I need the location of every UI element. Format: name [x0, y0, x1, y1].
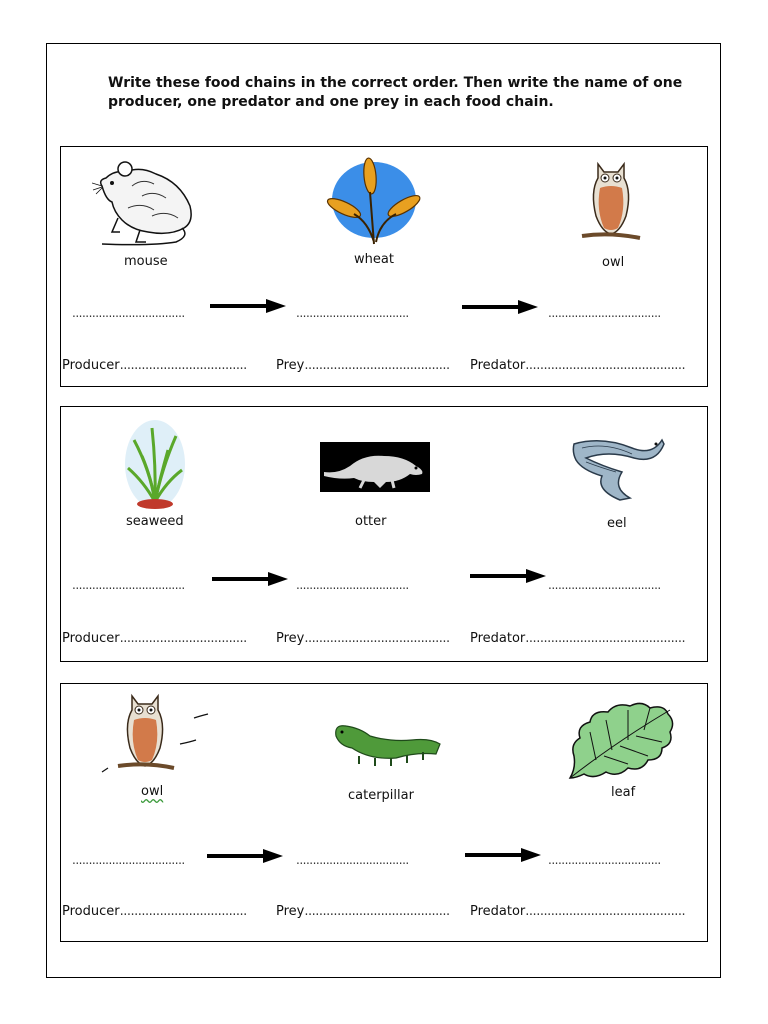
producer-field[interactable]: [62, 358, 247, 373]
arrow-right-icon: [212, 571, 288, 587]
eel-icon: [572, 430, 666, 502]
chain-blank-3[interactable]: ..................................: [548, 578, 661, 592]
answer-line: ............................................: [525, 904, 686, 919]
leaf-icon: [566, 698, 678, 784]
arrow-right-icon: [207, 848, 283, 864]
organism-label: leaf: [611, 785, 636, 800]
predator-field[interactable]: [470, 904, 685, 919]
chain-blank-3[interactable]: ..................................: [548, 853, 661, 867]
organism-label: seaweed: [126, 514, 184, 529]
chain-blank-2[interactable]: ..................................: [296, 853, 409, 867]
chain-blank-1[interactable]: ..................................: [72, 306, 185, 320]
answer-line: ........................................: [304, 358, 450, 373]
prey-label: Prey: [276, 631, 305, 646]
owl-icon: [580, 158, 642, 248]
answer-line: ............................................: [525, 631, 686, 646]
organism-label: otter: [355, 514, 387, 529]
producer-field[interactable]: [62, 631, 247, 646]
producer-field[interactable]: [62, 904, 247, 919]
worksheet-instructions: Write these food chains in the correct order. Then write the name of one producer, one predator and one prey in each food chain.: [108, 75, 683, 110]
answer-line: ...................................: [119, 358, 247, 373]
prey-label: Prey: [276, 904, 305, 919]
answer-line: ...................................: [119, 631, 247, 646]
arrow-right-icon: [210, 298, 286, 314]
otter-icon: [320, 442, 430, 492]
producer-label: Producer: [62, 358, 120, 373]
chain-blank-3[interactable]: ..................................: [548, 306, 661, 320]
answer-line: ........................................: [304, 904, 450, 919]
predator-field[interactable]: [470, 631, 685, 646]
organism-label: owl: [141, 784, 164, 799]
predator-field[interactable]: [470, 358, 685, 373]
wheat-icon: [320, 156, 428, 248]
prey-field[interactable]: [276, 904, 450, 919]
prey-field[interactable]: [276, 631, 450, 646]
owl-icon: [100, 690, 212, 780]
caterpillar-icon: [330, 718, 444, 768]
chain-blank-1[interactable]: ..................................: [72, 578, 185, 592]
organism-label: owl: [602, 255, 625, 270]
answer-line: ........................................: [304, 631, 450, 646]
producer-label: Producer: [62, 631, 120, 646]
organism-label: eel: [607, 516, 627, 531]
chain-blank-2[interactable]: ..................................: [296, 578, 409, 592]
predator-label: Predator: [470, 904, 526, 919]
seaweed-icon: [122, 420, 188, 512]
predator-label: Predator: [470, 631, 526, 646]
arrow-right-icon: [465, 847, 541, 863]
mouse-icon: [92, 156, 200, 248]
prey-field[interactable]: [276, 358, 450, 373]
answer-line: ............................................: [525, 358, 686, 373]
producer-label: Producer: [62, 904, 120, 919]
prey-label: Prey: [276, 358, 305, 373]
answer-line: ...................................: [119, 904, 247, 919]
arrow-right-icon: [462, 299, 538, 315]
organism-label: caterpillar: [348, 788, 414, 803]
predator-label: Predator: [470, 358, 526, 373]
organism-label: wheat: [354, 252, 394, 267]
organism-label: mouse: [124, 254, 168, 269]
chain-blank-2[interactable]: ..................................: [296, 306, 409, 320]
chain-blank-1[interactable]: ..................................: [72, 853, 185, 867]
arrow-right-icon: [470, 568, 546, 584]
